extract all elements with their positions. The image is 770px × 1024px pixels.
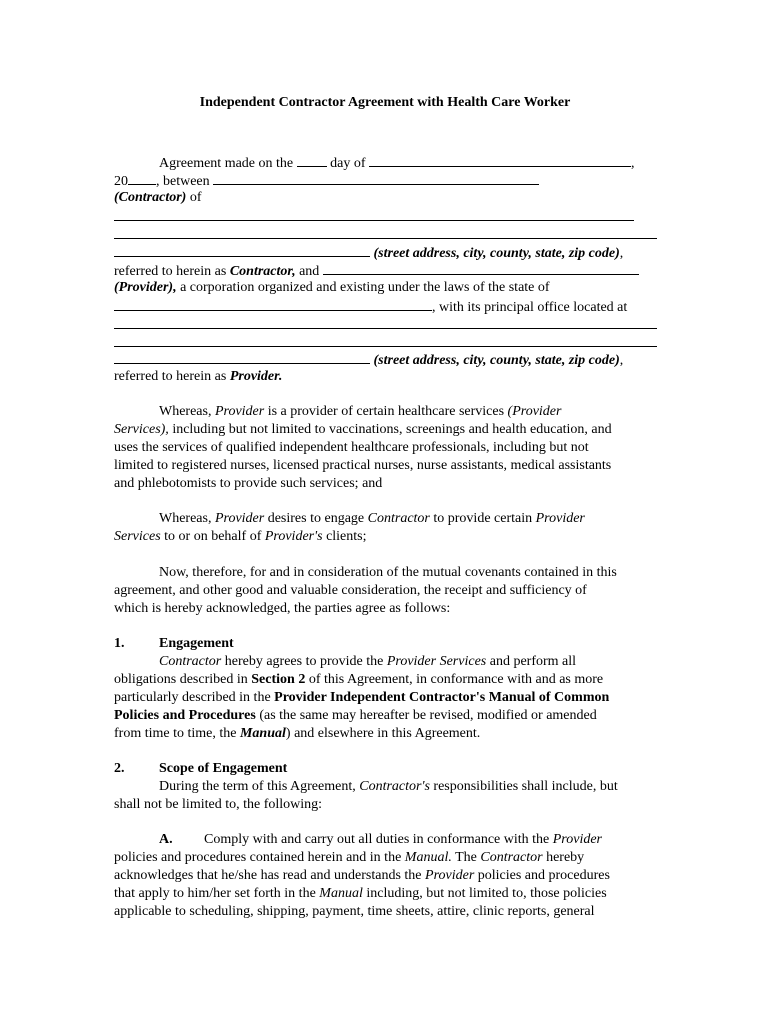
contractor-address-blank-2[interactable] — [114, 238, 657, 239]
provider-name-blank[interactable] — [323, 261, 639, 275]
itemA-line-5: applicable to scheduling, shipping, payment, time sheets, attire, clinic reports, general — [114, 904, 595, 919]
street-address-note: (street address, city, county, state, zip code) — [373, 353, 620, 368]
now-line-1: Now, therefore, for and in consideration of the mutual covenants contained in this — [159, 565, 617, 580]
state-blank[interactable] — [114, 297, 432, 311]
now-line-2: agreement, and other good and valuable consideration, the receipt and sufficiency of — [114, 583, 587, 598]
now-line-3: which is hereby acknowledged, the parties agree as follows: — [114, 601, 451, 616]
provider-term: Provider's — [264, 529, 323, 544]
item-text: hereby — [546, 850, 585, 865]
contractor-term: Contractor — [480, 850, 543, 865]
intro-text: Agreement made on the — [159, 156, 294, 171]
whereas-text: Whereas, — [159, 404, 212, 419]
provider-address-blank-2[interactable] — [114, 346, 657, 347]
provider-term: Provider. — [229, 369, 283, 384]
section-text: from time to time, the — [114, 726, 237, 741]
whereas1-line-3: uses the services of qualified independent healthcare professionals, including but not — [114, 440, 589, 455]
intro-text: referred to herein as — [114, 369, 227, 384]
intro-text: referred to herein as — [114, 264, 227, 279]
item-text: The — [455, 850, 477, 865]
intro-line-1: Agreement made on the day of , — [114, 153, 635, 173]
provider-address-blank-3[interactable] — [114, 350, 370, 364]
section-text: and perform all — [489, 654, 577, 669]
section2-heading — [114, 760, 287, 778]
item-text: policies and procedures — [477, 868, 610, 883]
itemA-line-3 — [114, 867, 610, 885]
whereas2-line-1 — [114, 510, 585, 528]
item-text: that apply to him/her set forth in the — [114, 886, 316, 901]
street-address-note: (street address, city, county, state, zip code) — [373, 246, 620, 261]
month-blank[interactable] — [369, 153, 631, 167]
section-text: ) and elsewhere in this Agreement. — [285, 726, 481, 741]
section-text: of this Agreement, in conformance with and as more — [308, 672, 604, 687]
contractor-address-blank-1[interactable] — [114, 220, 634, 221]
provider-services-term: Services), — [114, 422, 169, 437]
manual-term: Manual — [239, 726, 286, 741]
item-text: acknowledges that he/she has read and understands the — [114, 868, 422, 883]
intro-text: and — [299, 264, 320, 279]
day-blank[interactable] — [297, 153, 327, 167]
intro-line-6: (street address, city, county, state, zip code), — [114, 243, 623, 263]
itemA-line-2 — [114, 849, 584, 867]
intro-text: day of — [330, 156, 366, 171]
whereas-text: clients; — [326, 529, 367, 544]
whereas1-line-5: and phlebotomists to provide such services; and — [114, 476, 383, 491]
provider-label: (Provider), — [114, 280, 177, 295]
provider-term: Provider — [552, 832, 602, 847]
section2-line-2: shall not be limited to, the following: — [114, 797, 323, 812]
contractor-term: Contractor — [367, 511, 430, 526]
item-letter: A. — [159, 832, 173, 847]
intro-line-7 — [114, 261, 639, 281]
manual-title: Policies and Procedures — [114, 708, 256, 723]
whereas-text: to or on behalf of — [164, 529, 262, 544]
section-reference: Section 2 — [251, 672, 306, 687]
provider-term: Provider — [535, 511, 585, 526]
itemA-line-4 — [114, 885, 607, 903]
section1-line-5 — [114, 725, 480, 743]
document-title: Independent Contractor Agreement with Health Care Worker — [199, 95, 571, 110]
section-text: hereby agrees to provide the — [224, 654, 384, 669]
year-prefix: 20 — [114, 174, 128, 189]
section2-line-1 — [114, 778, 618, 796]
manual-term: Manual. — [404, 850, 452, 865]
intro-line-12: (street address, city, county, state, zip code), — [114, 350, 623, 370]
whereas-text: Whereas, — [159, 511, 212, 526]
item-text: Comply with and carry out all duties in conformance with the — [204, 832, 550, 847]
intro-text: , between — [156, 174, 210, 189]
intro-line-8 — [114, 279, 550, 297]
contractor-term: Contractor's — [359, 779, 430, 794]
section-heading: Scope of Engagement — [159, 761, 288, 776]
section1-line-4 — [114, 707, 597, 725]
contractor-term: Contractor — [159, 654, 222, 669]
whereas-text: to provide certain — [433, 511, 533, 526]
contractor-name-blank[interactable] — [213, 171, 539, 185]
section-text: (as the same may hereafter be revised, modified or amended — [259, 708, 597, 723]
section-number: 2. — [114, 761, 125, 776]
provider-term: Provider — [425, 868, 475, 883]
item-text: policies and procedures contained herein and in the — [114, 850, 402, 865]
intro-line-13 — [114, 368, 282, 386]
manual-title: Provider Independent Contractor's Manual of Common — [274, 690, 610, 705]
intro-text: a corporation organized and existing under the laws of the state of — [180, 280, 550, 295]
section-text: obligations described in — [114, 672, 248, 687]
whereas-text: desires to engage — [267, 511, 365, 526]
section1-line-1 — [114, 653, 576, 671]
item-text: including, but not limited to, those policies — [366, 886, 607, 901]
section-heading: Engagement — [159, 636, 234, 651]
year-blank[interactable] — [128, 171, 156, 185]
intro-text: of — [189, 190, 202, 205]
section1-line-2 — [114, 671, 603, 689]
services-term: Services — [114, 529, 161, 544]
intro-text: , with its principal office located at — [432, 300, 628, 315]
whereas1-line-1 — [114, 403, 561, 421]
whereas-text: is a provider of certain healthcare services — [267, 404, 505, 419]
itemA-line-1 — [114, 831, 602, 849]
provider-services-term: (Provider — [507, 404, 562, 419]
section-text: particularly described in the — [114, 690, 271, 705]
contractor-label: (Contractor) — [114, 190, 187, 205]
provider-address-blank-1[interactable] — [114, 328, 657, 329]
section-number: 1. — [114, 636, 125, 651]
intro-line-3 — [114, 189, 202, 207]
provider-term: Provider — [214, 511, 265, 526]
whereas2-line-2 — [114, 528, 367, 546]
provider-services-term: Provider Services — [386, 654, 487, 669]
whereas-text: including but not limited to vaccinations, screenings and health education, and — [172, 422, 612, 437]
section1-line-3 — [114, 689, 609, 707]
whereas1-line-4: limited to registered nurses, licensed practical nurses, nurse assistants, medical assistants — [114, 458, 612, 473]
contractor-term: Contractor, — [229, 264, 296, 279]
contractor-address-blank-3[interactable] — [114, 243, 370, 257]
whereas1-line-2 — [114, 421, 612, 439]
intro-line-9 — [114, 297, 627, 317]
manual-term: Manual — [319, 886, 363, 901]
intro-line-2 — [114, 171, 539, 191]
section-text: During the term of this Agreement, — [159, 779, 356, 794]
section-text: responsibilities shall include, but — [433, 779, 618, 794]
provider-term: Provider — [214, 404, 265, 419]
section1-heading — [114, 635, 234, 653]
